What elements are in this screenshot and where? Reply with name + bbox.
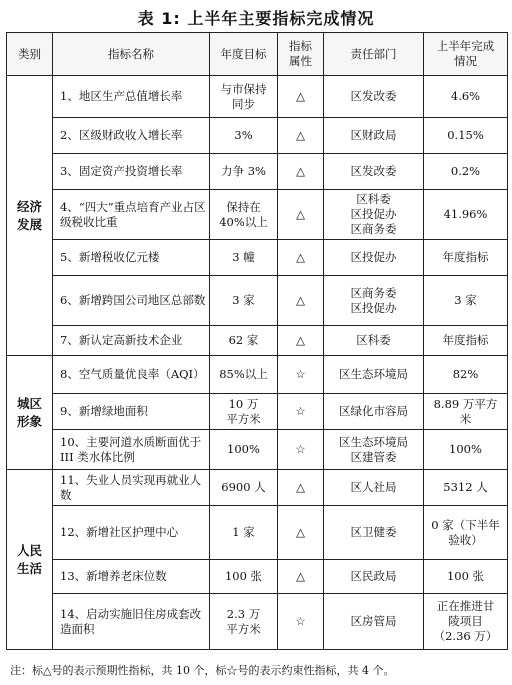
- header-indicator-attr: 指标 属性: [278, 33, 324, 76]
- table-row: [7, 560, 508, 594]
- table-row: [7, 240, 508, 276]
- attr-cell: △: [278, 190, 324, 240]
- category-cell: 人民 生活: [7, 470, 53, 650]
- category-cell: 经济 发展: [7, 76, 53, 356]
- indicator-name-cell: 11、失业人员实现再就业人数: [53, 470, 210, 506]
- indicator-name-cell: 7、新认定高新技术企业: [53, 326, 210, 356]
- table-row: [7, 276, 508, 326]
- target-cell: 1 家: [210, 506, 278, 560]
- attr-cell: ☆: [278, 594, 324, 650]
- target-cell: 85%以上: [210, 356, 278, 394]
- status-cell: 5312 人: [424, 470, 508, 506]
- header-annual-target: 年度目标: [210, 33, 278, 76]
- table-row: [7, 470, 508, 506]
- dept-cell: 区财政局: [324, 118, 424, 154]
- target-cell: 力争 3%: [210, 154, 278, 190]
- table-row: [7, 594, 508, 650]
- attr-cell: △: [278, 276, 324, 326]
- status-cell: 100 张: [424, 560, 508, 594]
- table-row: [7, 76, 508, 118]
- dept-cell: 区人社局: [324, 470, 424, 506]
- footnote: 注：标△号的表示预期性指标，共 10 个，标☆号的表示约束性指标，共 4 个。: [10, 664, 395, 677]
- target-cell: 与市保持 同步: [210, 76, 278, 118]
- table-row: [7, 394, 508, 430]
- table-row: [7, 190, 508, 240]
- indicator-name-cell: 8、空气质量优良率（AQI）: [53, 356, 210, 394]
- attr-cell: ☆: [278, 430, 324, 470]
- attr-cell: △: [278, 240, 324, 276]
- table-row: [7, 430, 508, 470]
- indicator-name-cell: 9、新增绿地面积: [53, 394, 210, 430]
- header-row: [7, 33, 508, 76]
- indicator-name-cell: 13、新增养老床位数: [53, 560, 210, 594]
- dept-cell: 区商务委 区投促办: [324, 276, 424, 326]
- target-cell: 62 家: [210, 326, 278, 356]
- status-cell: 41.96%: [424, 190, 508, 240]
- indicator-name-cell: 5、新增税收亿元楼: [53, 240, 210, 276]
- target-cell: 3%: [210, 118, 278, 154]
- dept-cell: 区发改委: [324, 76, 424, 118]
- attr-cell: △: [278, 76, 324, 118]
- target-cell: 10 万 平方米: [210, 394, 278, 430]
- dept-cell: 区民政局: [324, 560, 424, 594]
- attr-cell: △: [278, 118, 324, 154]
- indicator-name-cell: 3、固定资产投资增长率: [53, 154, 210, 190]
- table-row: [7, 118, 508, 154]
- attr-cell: △: [278, 326, 324, 356]
- attr-cell: △: [278, 560, 324, 594]
- dept-cell: 区科委: [324, 326, 424, 356]
- status-cell: 0 家（下半年 验收）: [424, 506, 508, 560]
- table-row: [7, 154, 508, 190]
- dept-cell: 区生态环境局 区建管委: [324, 430, 424, 470]
- attr-cell: ☆: [278, 394, 324, 430]
- header-category: 类别: [7, 33, 53, 76]
- dept-cell: 区绿化市容局: [324, 394, 424, 430]
- header-responsible-dept: 责任部门: [324, 33, 424, 76]
- indicator-name-cell: 4、“四大”重点培育产业占区级税收比重: [53, 190, 210, 240]
- status-cell: 年度指标: [424, 240, 508, 276]
- status-cell: 82%: [424, 356, 508, 394]
- status-cell: 4.6%: [424, 76, 508, 118]
- indicator-name-cell: 14、启动实施旧住房成套改造面积: [53, 594, 210, 650]
- indicator-name-cell: 6、新增跨国公司地区总部数: [53, 276, 210, 326]
- indicator-table: [6, 32, 508, 650]
- status-cell: 3 家: [424, 276, 508, 326]
- dept-cell: 区生态环境局: [324, 356, 424, 394]
- indicator-name-cell: 1、地区生产总值增长率: [53, 76, 210, 118]
- status-cell: 0.15%: [424, 118, 508, 154]
- indicator-name-cell: 2、区级财政收入增长率: [53, 118, 210, 154]
- status-cell: 0.2%: [424, 154, 508, 190]
- target-cell: 3 家: [210, 276, 278, 326]
- status-cell: 8.89 万平方 米: [424, 394, 508, 430]
- target-cell: 100 张: [210, 560, 278, 594]
- indicator-name-cell: 12、新增社区护理中心: [53, 506, 210, 560]
- table-row: [7, 326, 508, 356]
- header-indicator-name: 指标名称: [53, 33, 210, 76]
- attr-cell: △: [278, 470, 324, 506]
- indicator-name-cell: 10、主要河道水质断面优于 III 类水体比例: [53, 430, 210, 470]
- dept-cell: 区卫健委: [324, 506, 424, 560]
- target-cell: 6900 人: [210, 470, 278, 506]
- status-cell: 正在推进甘 陵项目 （2.36 万）: [424, 594, 508, 650]
- dept-cell: 区科委 区投促办 区商务委: [324, 190, 424, 240]
- category-cell: 城区 形象: [7, 356, 53, 470]
- header-h1-status: 上半年完成 情况: [424, 33, 508, 76]
- attr-cell: △: [278, 506, 324, 560]
- attr-cell: ☆: [278, 356, 324, 394]
- target-cell: 3 幢: [210, 240, 278, 276]
- target-cell: 100%: [210, 430, 278, 470]
- status-cell: 年度指标: [424, 326, 508, 356]
- dept-cell: 区房管局: [324, 594, 424, 650]
- attr-cell: △: [278, 154, 324, 190]
- dept-cell: 区发改委: [324, 154, 424, 190]
- target-cell: 2.3 万 平方米: [210, 594, 278, 650]
- dept-cell: 区投促办: [324, 240, 424, 276]
- target-cell: 保持在 40%以上: [210, 190, 278, 240]
- table-row: [7, 356, 508, 394]
- table-row: [7, 506, 508, 560]
- table-title: 表 1: 上半年主要指标完成情况: [137, 9, 375, 28]
- status-cell: 100%: [424, 430, 508, 470]
